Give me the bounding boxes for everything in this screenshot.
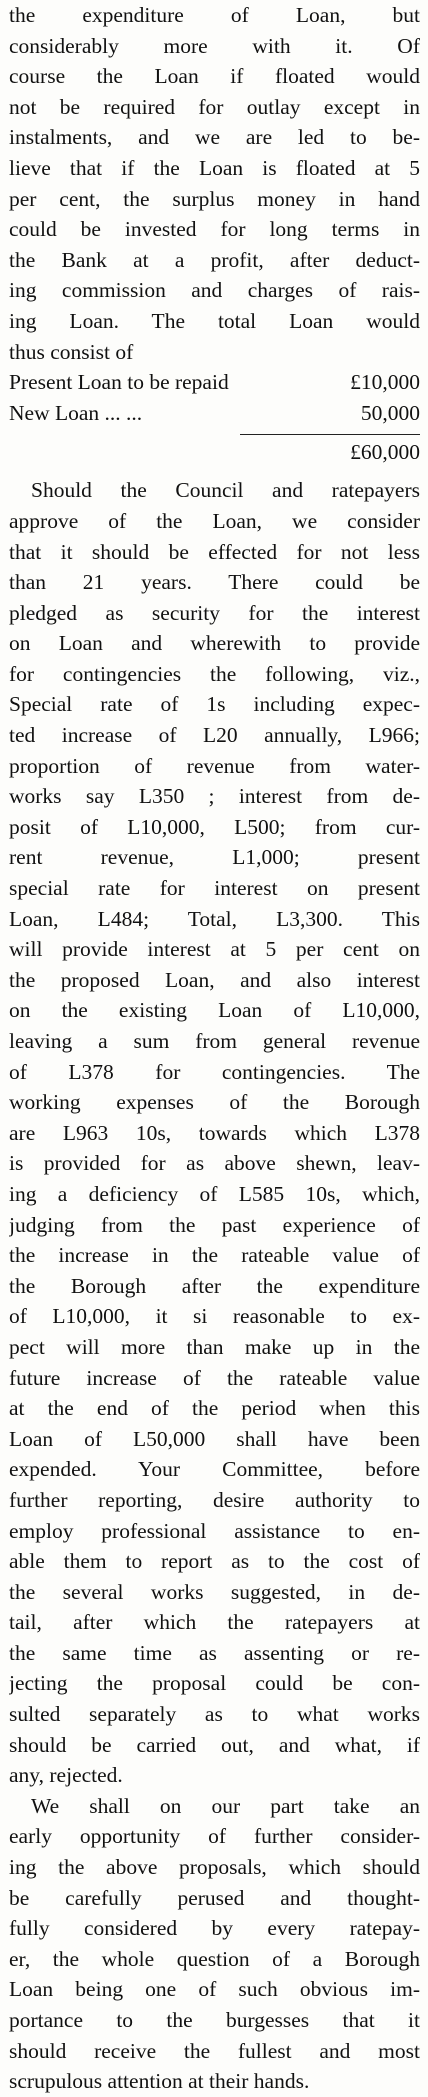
- text-line: the increase in the rateable value of: [9, 1243, 420, 1268]
- text-line: ing Loan. The total Loan would: [9, 308, 420, 333]
- text-line: Special rate of 1s including expec-: [9, 692, 420, 717]
- text-line: lieve that if the Loan is floated at 5: [9, 155, 420, 180]
- text-line: approve of the Loan, we consider: [9, 508, 420, 533]
- sum-rule: [240, 434, 420, 435]
- text-line: is provided for as above shewn, leav-: [9, 1151, 420, 1176]
- text-line: the several works suggested, in de-: [9, 1579, 420, 1604]
- paragraph-council: [9, 475, 420, 1791]
- loan-table: [9, 367, 420, 469]
- text-line: leaving a sum from general revenue: [9, 1029, 420, 1053]
- text-line: early opportunity of further consider-: [9, 1824, 420, 1849]
- text-line: are L963 10s, towards which L378: [9, 1120, 420, 1145]
- loan-total: £60,000: [350, 440, 420, 465]
- text-line: the Bank at a profit, after deduct-: [9, 247, 420, 272]
- text-line: special rate for interest on present: [9, 876, 420, 901]
- text-line: instalments, and we are led to be-: [9, 125, 420, 150]
- text-line: could be invested for long terms in: [9, 217, 420, 242]
- text-line: of L10,000, it si reasonable to ex-: [9, 1304, 420, 1329]
- text-line: pledged as security for the interest: [9, 600, 420, 625]
- text-line: at the end of the period when this: [9, 1396, 420, 1421]
- text-line: the same time as assenting or re-: [9, 1640, 420, 1665]
- text-line: ted increase of L20 annually, L966;: [9, 723, 420, 748]
- text-line: jecting the proposal could be con-: [9, 1671, 420, 1696]
- text-line: ing the above proposals, which should: [9, 1855, 420, 1880]
- text-line: Loan of L50,000 shall have been: [9, 1426, 420, 1451]
- text-line: considerably more with it. Of: [9, 33, 420, 58]
- text-line: portance to the burgesses that it: [9, 2008, 420, 2032]
- loan-row-new: [9, 398, 420, 429]
- text-line: posit of L10,000, L500; from cur-: [9, 814, 420, 839]
- text-line: ing a deficiency of L585 10s, which,: [9, 1181, 420, 1206]
- text-line: fully considered by every ratepay-: [9, 1916, 420, 1941]
- text-line: tail, after which the ratepayers at: [9, 1610, 420, 1635]
- text-line: per cent, the surplus money in hand: [9, 186, 420, 211]
- text-line: not be required for outlay except in: [9, 94, 420, 119]
- text-line: any, rejected.: [9, 1763, 123, 1788]
- text-line: the expenditure of Loan, but: [9, 3, 420, 27]
- text-line: scrupulous attention at their hands.: [9, 2069, 310, 2094]
- text-line: will provide interest at 5 per cent on: [9, 937, 420, 962]
- loan-row-amount: £10,000: [350, 370, 420, 395]
- text-line: be carefully perused and thought-: [9, 1885, 420, 1910]
- text-line: er, the whole question of a Borough: [9, 1946, 420, 1971]
- paragraph-intro: [9, 0, 420, 367]
- text-line: sulted separately as to what works: [9, 1702, 420, 1727]
- loan-row-present: [9, 367, 420, 398]
- text-line: proportion of revenue from water-: [9, 753, 420, 778]
- text-line: the proposed Loan, and also interest: [9, 967, 420, 992]
- text-line: of L378 for contingencies. The: [9, 1059, 420, 1084]
- text-line: pect will more than make up in the: [9, 1334, 420, 1359]
- paragraph-closing: [9, 1791, 420, 2097]
- text-line: should receive the fullest and most: [9, 2038, 420, 2063]
- text-line: Should the Council and ratepayers: [31, 478, 420, 503]
- text-line: judging from the past experience of: [9, 1212, 420, 1237]
- text-line: works say L350 ; interest from de-: [9, 784, 420, 809]
- text-line: on Loan and wherewith to provide: [9, 631, 420, 656]
- text-line: course the Loan if floated would: [9, 64, 420, 89]
- loan-row-amount: 50,000: [360, 400, 420, 425]
- text-line: We shall on our part take an: [31, 1793, 420, 1818]
- text-line: able them to report as to the cost of: [9, 1549, 420, 1574]
- text-line: employ professional assistance to en-: [9, 1518, 420, 1543]
- text-line: future increase of the rateable value: [9, 1365, 420, 1390]
- text-line: ing commission and charges of rais-: [9, 278, 420, 303]
- text-line: the Borough after the expenditure: [9, 1273, 420, 1298]
- loan-row-label: Present Loan to be repaid: [9, 370, 229, 395]
- text-line: should be carried out, and what, if: [9, 1732, 420, 1757]
- text-line: further reporting, desire authority to: [9, 1487, 420, 1512]
- text-line: thus consist of: [9, 339, 134, 364]
- text-line: expended. Your Committee, before: [9, 1457, 420, 1482]
- text-line: rent revenue, L1,000; present: [9, 845, 420, 870]
- text-line: for contingencies the following, viz.,: [9, 661, 420, 686]
- text-line: than 21 years. There could be: [9, 570, 420, 595]
- loan-row-label: New Loan ... ...: [9, 400, 143, 425]
- text-line: working expenses of the Borough: [9, 1090, 420, 1115]
- text-line: Loan being one of such obvious im-: [9, 1977, 420, 2002]
- text-line: on the existing Loan of L10,000,: [9, 998, 420, 1023]
- text-line: Loan, L484; Total, L3,300. This: [9, 906, 420, 931]
- text-line: that it should be effected for not less: [9, 539, 420, 564]
